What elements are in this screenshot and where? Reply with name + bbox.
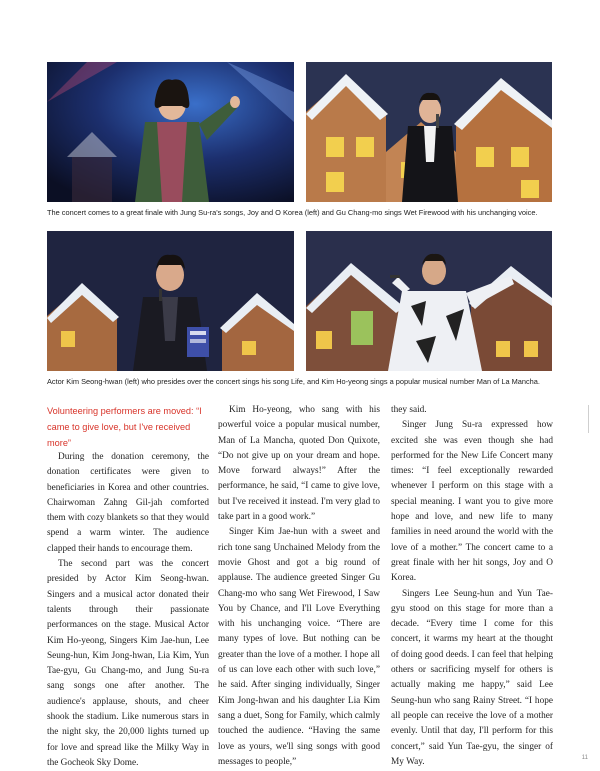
paragraph: Singer Jung Su-ra expressed how excited she was even though she had performed for the New Life Concert many times: “I feel exceptionally rewarded whenever I perform on this stage with a special meaning. I want you to give more hope and love, and new life to many families in need around the world with the love of a mother.” The concert came to a great finale with her hit songs, Joy and O Korea.	[391, 420, 553, 584]
photo-jung-su-ra	[47, 62, 294, 202]
photo-kim-ho-yeong	[306, 231, 552, 371]
caption-top: The concert comes to a great finale with Jung Su-ra's songs, Joy and O Korea (left) and Gu Chang-mo sings Wet Firewood with his unchanging voice.	[47, 208, 538, 217]
paragraph: Singers Lee Seung-hun and Yun Tae-gyu stood on this stage for more than a decade. “Every time I come for this concert, it warms my heart at the thought of doing good deeds. I can feel that helping others or sacrificing myself for others is actually making me happy,” said Lee Seung-hun who sang Rainy Street. “I hope all people can receive the love of a mother evenly. Until that day, I'll perform for this concert,” said Yun Tae-gyu, the singer of My Way.	[391, 588, 553, 767]
margin-rule	[588, 405, 589, 433]
photo-kim-seong-hwan	[47, 231, 294, 371]
paragraph: Singer Kim Jae-hun with a sweet and rich tone sang Unchained Melody from the movie Ghost and got a big round of applause. The audience greeted Singer Gu Chang-mo who sang Wet Firewood, I Saw You by Chance, and I'll Love Everything with his unchanging voice. “There are many types of love. But nothing can be greater than the love of a mother. I hope all of us can love each other with such love,” he said. After singing individually, Singer Kim Jong-hwan and his daughter Lia Kim sang a duet, Song for Family, which calmly touched the audience. “Having the same love as yours, we'll sing songs with good messages to people,”	[218, 527, 380, 767]
text-column-3	[391, 403, 553, 770]
paragraph: The second part was the concert presided by Actor Kim Seong-hwan. Singers and a musical actor donated their talents through their passionate performances on the stage. Musical Actor Kim Ho-yeong, Singers Kim Jae-hun, Lee Seung-hun, Kim Jong-hwan, Lia Kim, Yun Tae-gyu, Gu Chang-mo, and Jung Su-ra sang songs one after another. The audience's applause, shouts, and cheer shook the stadium. Like numerous stars in the night sky, the 20,000 lights turned up for love and spread like the Milky Way in the Gocheok Sky Dome.	[47, 559, 209, 768]
caption-bottom: Actor Kim Seong-hwan (left) who presides over the concert sings his song Life, and Kim Ho-yeong sings a popular musical number Man of La Mancha.	[47, 377, 540, 386]
paragraph: Kim Ho-yeong, who sang with his powerful voice a popular musical number, Man of La Mancha, quoted Don Quixote, “Do not give up on your dream and hope. Move forward always!” After the performance, he said, “I came to give love, but I've received it instead. I'm very glad to take part in a good work.”	[218, 405, 380, 523]
paragraph: During the donation ceremony, the donation certificates were given to beneficiaries in Korea and other countries. Chairwoman Zahng Gil-jah comforted them with cozy blankets so that they would spend a warm winter. The audience clapped their hands to encourage them.	[47, 452, 209, 554]
page-number: 11	[581, 755, 588, 761]
text-column-1	[47, 450, 209, 771]
photo-gu-chang-mo	[306, 62, 552, 202]
paragraph: they said.	[391, 405, 427, 415]
section-heading: Volunteering performers are moved: “I came to give love, but I've received more”	[47, 406, 202, 448]
text-column-2	[218, 403, 380, 770]
